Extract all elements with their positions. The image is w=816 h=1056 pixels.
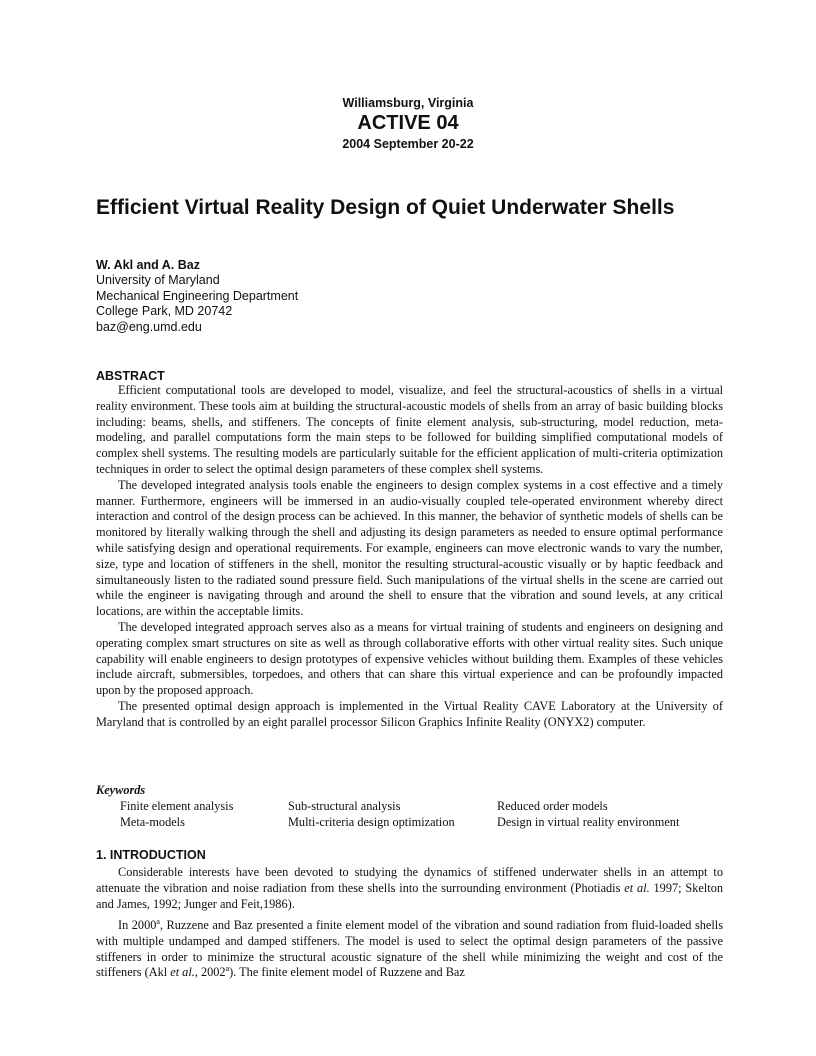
abstract-paragraph: The developed integrated approach serves also as a means for virtual training of students and engineers on designing and operating complex smart structures on site as well as through collaborative efforts with other virtual reality sites. Such unique capability will enable engineers to design prototypes of expensive vehicles without building them. Examples of these vehicles include aircraft, submersibles, torpedoes, and others that can share this virtual experience and can be profoundly impacted upon by the proposed approach. — [96, 619, 723, 698]
conference-date: 2004 September 20-22 — [342, 137, 474, 151]
keyword: Meta-models — [120, 815, 185, 829]
keyword: Finite element analysis — [120, 799, 234, 813]
abstract-body — [96, 383, 723, 731]
affiliation-university: University of Maryland — [96, 273, 220, 288]
author-block — [96, 258, 298, 335]
paper-title: Efficient Virtual Reality Design of Quiet Underwater Shells — [96, 196, 675, 219]
affiliation-address: College Park, MD 20742 — [96, 304, 233, 319]
introduction-paragraph-1: Considerable interests have been devoted to studying the dynamics of stiffened underwater shells in an attempt to attenuate the vibration and noise radiation from these shells into the surrounding environment (Photiadis et al. 1997; Skelton and James, 1992; Junger and Feit,1986). — [96, 865, 723, 911]
abstract-paragraph: Efficient computational tools are developed to model, visualize, and feel the structural-acoustics of shells in a virtual reality environment. These tools aim at building the structural-acoustic models of shells from an array of basic building blocks including: beams, shells, and stiffeners. The concepts of finite element analysis, sub-structuring, model reduction, meta-modeling, and parallel computations form the main steps to be followed for building simplified computational models of complex shell systems. The resulting models are particularly suitable for the efficient application of multi-criteria optimization techniques in order to select the optimal design parameters of these complex shell systems. — [96, 383, 723, 476]
conference-location: Williamsburg, Virginia — [342, 96, 474, 110]
abstract-heading: ABSTRACT — [96, 369, 165, 383]
keyword: Sub-structural analysis — [288, 799, 401, 813]
keywords-heading: Keywords — [96, 783, 146, 797]
introduction-paragraph-2: In 2000$^a$, Ruzzene and Baz presented a finite element model of the vibration and sound radiation from fluid-loaded shells with multiple undamped and damped stiffeners. The model is used to select the optimal design parameters of the passive stiffeners in order to minimize the structural acoustic signature of the shell while minimizing the weight and cost of the stiffeners (Akl et al., 2002$^a$). The finite element model of Ruzzene and Baz — [96, 916, 723, 980]
author-email: baz@eng.umd.edu — [96, 319, 202, 334]
abstract-paragraph: The developed integrated analysis tools enable the engineers to design complex systems in a cost effective and a timely manner. Furthermore, engineers will be immersed in an audio-visually coupled tele-operated environment whereby direct interaction and control of the design process can be achieved. In this manner, the behavior of synthetic models of shells can be monitored by literally walking through the shell and adjusting its design parameters as needed to ensure optimal performance while satisfying design and operational requirements. For example, engineers can move electronic wands to vary the number, size, type and location of stiffeners in the shell, monitor the resulting structural-acoustic visually or by haptic feedback and simultaneously listen to the radiated sound pressure field. Such manipulations of the virtual shells in the scene are carried out while the engineer is navigating through and around the shell to ensure that the vibration and sound levels, at any critical locations, are within the acceptable limits. — [96, 477, 723, 619]
keyword: Design in virtual reality environment — [497, 815, 680, 829]
affiliation-department: Mechanical Engineering Department — [96, 288, 299, 303]
conference-name: ACTIVE 04 — [357, 112, 459, 134]
introduction-heading: 1. INTRODUCTION — [96, 848, 206, 862]
abstract-paragraph: The presented optimal design approach is implemented in the Virtual Reality CAVE Laboratory at the University of Maryland that is controlled by an eight parallel processor Silicon Graphics Infinite Reality (ONYX2) computer. — [96, 698, 723, 729]
keyword: Multi-criteria design optimization — [288, 815, 455, 829]
keyword: Reduced order models — [497, 799, 608, 813]
author-names: W. Akl and A. Baz — [96, 258, 200, 272]
